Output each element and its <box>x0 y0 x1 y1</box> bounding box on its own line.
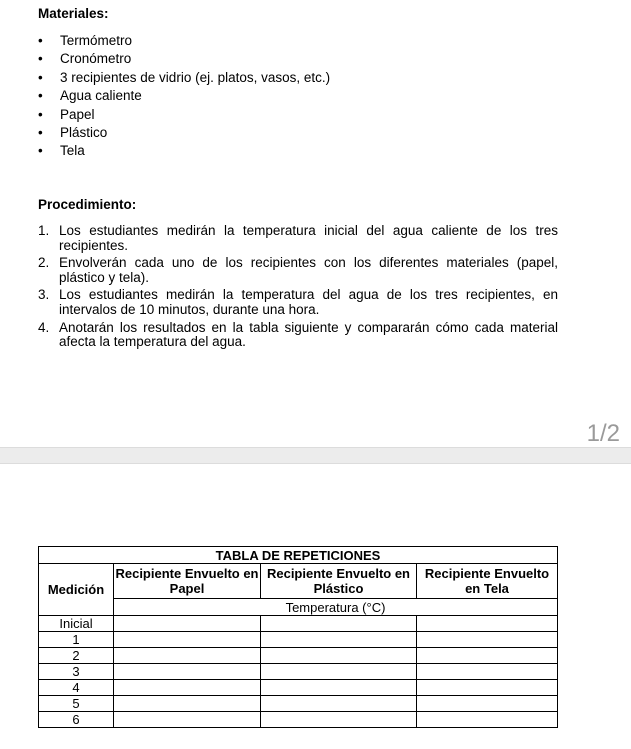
table-cell <box>417 648 558 664</box>
procedure-step <box>38 256 558 285</box>
list-item: • Papel <box>38 106 330 124</box>
list-item: • Agua caliente <box>38 87 330 105</box>
step-text: Envolverán cada uno de los recipientes con los diferentes materiales (papel, plástico y tela). <box>59 255 558 285</box>
table-row <box>39 648 558 664</box>
table-title: TABLA DE REPETICIONES <box>39 547 558 564</box>
step-number: 2. <box>38 255 50 271</box>
table-cell <box>417 680 558 696</box>
table-cell <box>261 696 417 712</box>
table-cell <box>261 712 417 728</box>
table-cell <box>261 680 417 696</box>
table-cell <box>114 632 261 648</box>
table-cell <box>417 616 558 632</box>
procedure-step <box>38 288 558 317</box>
table-cell <box>417 712 558 728</box>
procedure-steps <box>38 224 558 353</box>
row-label: Inicial <box>39 616 114 632</box>
column-header-tela: Recipiente Envuelto en Tela <box>417 564 558 599</box>
column-header-plastico: Recipiente Envuelto en Plástico <box>261 564 417 599</box>
procedure-heading: Procedimiento: <box>38 197 137 212</box>
table-cell <box>261 648 417 664</box>
list-item: • 3 recipientes de vidrio (ej. platos, vasos, etc.) <box>38 69 330 87</box>
list-item: • Tela <box>38 142 330 160</box>
step-number: 4. <box>38 319 50 335</box>
row-label: 6 <box>39 712 114 728</box>
table-cell <box>417 696 558 712</box>
table-cell <box>114 680 261 696</box>
column-header-papel: Recipiente Envuelto en Papel <box>114 564 261 599</box>
list-item: • Termómetro <box>38 32 330 50</box>
materials-list <box>38 32 330 161</box>
table-cell <box>114 616 261 632</box>
repetitions-table <box>38 546 558 728</box>
step-number: 3. <box>38 287 50 303</box>
table-row <box>39 664 558 680</box>
table-row <box>39 680 558 696</box>
row-label: 5 <box>39 696 114 712</box>
row-label: 3 <box>39 664 114 680</box>
step-text: Anotarán los resultados en la tabla siguiente y compararán cómo cada material afecta la temperatura del agua. <box>59 319 558 350</box>
table-cell <box>417 664 558 680</box>
table-cell <box>261 664 417 680</box>
table-cell <box>261 616 417 632</box>
table-cell <box>417 632 558 648</box>
unit-label: Temperatura (°C) <box>114 599 558 616</box>
table-cell <box>114 712 261 728</box>
table-cell <box>114 696 261 712</box>
row-label: 2 <box>39 648 114 664</box>
row-label: 1 <box>39 632 114 648</box>
column-header-medicion: Medición <box>39 564 114 616</box>
procedure-step <box>38 224 558 253</box>
table-row <box>39 632 558 648</box>
page-indicator: 1/2 <box>586 420 620 447</box>
step-number: 1. <box>38 223 50 238</box>
table-row <box>39 696 558 712</box>
table-cell <box>114 648 261 664</box>
step-text: Los estudiantes medirán la temperatura del agua de los tres recipientes, en intervalos de 10 minutos, durante una hora. <box>59 287 558 317</box>
procedure-step <box>38 321 558 350</box>
list-item: • Plástico <box>38 124 330 142</box>
table-cell <box>261 632 417 648</box>
list-item: • Cronómetro <box>38 50 330 68</box>
row-label: 4 <box>39 680 114 696</box>
table-row <box>39 712 558 728</box>
materials-heading: Materiales: <box>38 6 109 21</box>
page-separator <box>0 447 631 464</box>
table-cell <box>114 664 261 680</box>
step-text: Los estudiantes medirán la temperatura inicial del agua caliente de los tres recipientes. <box>59 223 558 253</box>
table-row <box>39 616 558 632</box>
